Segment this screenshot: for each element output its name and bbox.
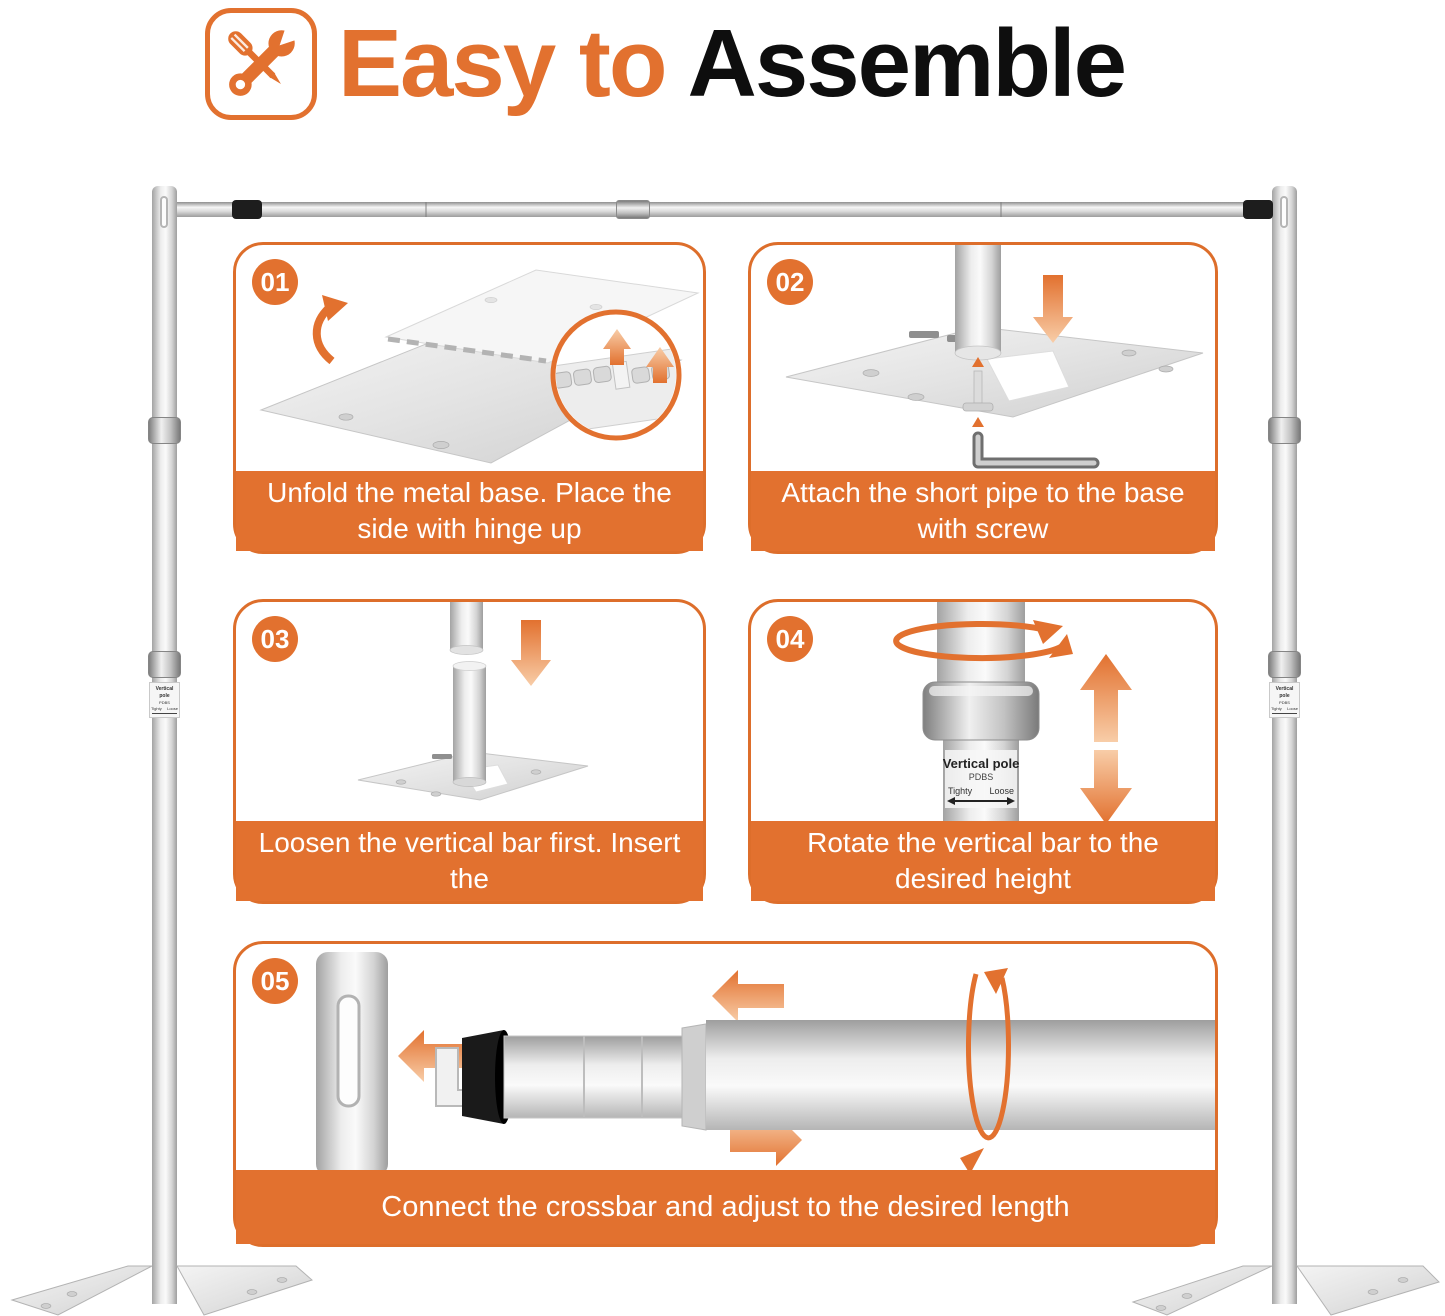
pole-label-arrow (152, 713, 177, 714)
left-vertical-pole (152, 186, 177, 1304)
down-arrow-icon (511, 620, 551, 686)
step-card-04 (748, 599, 1218, 904)
crossbar-outer-tube (706, 1020, 1215, 1130)
lift-arrow-icon (317, 295, 348, 361)
step-caption (751, 471, 1215, 551)
title-rest: Assemble (687, 10, 1126, 117)
step-number-badge (252, 616, 298, 662)
pole-label-name: Vertical pole (1275, 686, 1294, 699)
left-pole-coupler-upper (148, 417, 181, 444)
step-number: 01 (260, 267, 290, 297)
pole-label-code: PDBS (159, 700, 170, 705)
step-caption (236, 1170, 1215, 1244)
step-caption (751, 821, 1215, 901)
pole-label-arrow (1272, 713, 1297, 714)
crossbar-seam (1000, 202, 1002, 217)
tools-icon (205, 8, 317, 120)
allen-key (978, 437, 1094, 463)
step-caption (236, 821, 703, 930)
pole-label-tight: Tighty (1271, 706, 1282, 711)
step4-illustration (751, 602, 1215, 825)
step-number: 03 (260, 624, 290, 654)
vertical-rod-lower (453, 666, 486, 782)
right-pole-label (1269, 682, 1300, 718)
caption-line-2: side with hinge up (357, 513, 582, 544)
svg-text:PDBS: PDBS (968, 772, 994, 782)
vertical-rod-upper (450, 602, 483, 650)
step-card-02 (748, 242, 1218, 554)
caption-line-1: Connect the crossbar and adjust to the desired length (381, 1191, 1070, 1223)
pole-label-loose: Loose (167, 706, 178, 711)
step-number: 02 (775, 267, 805, 297)
short-pipe (955, 245, 1001, 353)
step-number-badge (252, 958, 298, 1004)
collar-ring (923, 682, 1039, 740)
crossbar-seam (425, 202, 427, 217)
step-number-badge (767, 259, 813, 305)
right-pole-slot (1280, 196, 1288, 228)
crossbar-sleeve (616, 200, 650, 219)
step5-illustration (236, 944, 1215, 1176)
pole-upper-section (937, 602, 1025, 686)
caption-line-2: with screw (917, 513, 1049, 544)
pole-printed-label (943, 750, 1020, 808)
step-caption (236, 471, 703, 551)
down-arrow-icon (1033, 275, 1073, 343)
right-vertical-pole (1272, 186, 1297, 1304)
svg-text:Loose: Loose (989, 786, 1014, 796)
pole-label-code: PDBS (1279, 700, 1290, 705)
step-number: 05 (260, 966, 290, 996)
caption-line-1: Rotate the vertical bar to the (807, 827, 1159, 858)
pole-label-tight: Tighty (151, 706, 162, 711)
pole-label-name: Vertical pole (155, 686, 174, 699)
step-number: 04 (775, 624, 805, 654)
caption-line-2: vertical rod into the base (316, 899, 623, 930)
step-card-03 (233, 599, 706, 930)
svg-text:Tighty: Tighty (948, 786, 973, 796)
caption-line-1: Loosen the vertical bar first. Insert the (258, 827, 681, 894)
caption-line-2: desired height (895, 863, 1071, 894)
crossbar (177, 202, 1272, 217)
hinge-detail (909, 331, 939, 338)
step-number-badge (767, 616, 813, 662)
left-pole-label (149, 682, 180, 718)
left-pole-slot (160, 196, 168, 228)
left-base-plate (0, 1254, 330, 1316)
right-pole-coupler-lower (1268, 651, 1301, 678)
page-title (338, 4, 1125, 124)
right-pole-coupler-upper (1268, 417, 1301, 444)
svg-text:Vertical pole: Vertical pole (942, 756, 1020, 771)
caption-line-1: Attach the short pipe to the base (781, 477, 1185, 508)
left-pole-coupler-lower (148, 651, 181, 678)
step1-illustration (236, 245, 703, 475)
left-crossbar-clamp (232, 200, 262, 219)
step-number-badge (252, 259, 298, 305)
up-down-arrows-icon (1080, 654, 1132, 824)
step-card-05 (233, 941, 1218, 1247)
right-crossbar-clamp (1243, 200, 1273, 219)
caption-line-1: Unfold the metal base. Place the (267, 477, 672, 508)
step3-illustration (236, 602, 703, 825)
crossbar-inner-tube (504, 1036, 682, 1118)
step2-illustration (751, 245, 1215, 475)
title-highlight: Easy to (338, 10, 666, 117)
step-card-01 (233, 242, 706, 554)
pole-label-loose: Loose (1287, 706, 1298, 711)
right-base-plate (1125, 1254, 1445, 1316)
pole-slot (338, 996, 359, 1106)
